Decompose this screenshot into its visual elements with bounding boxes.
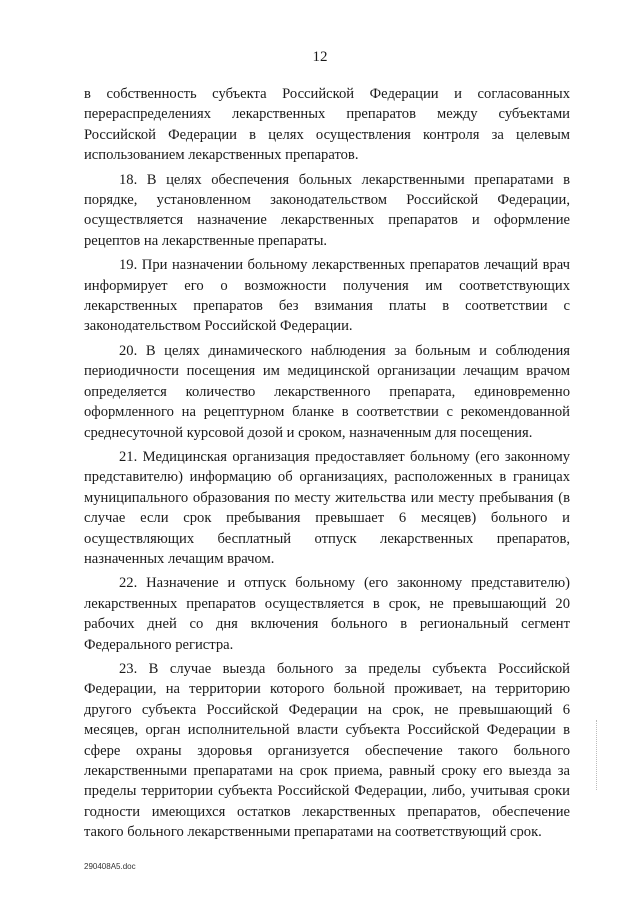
paragraph-item-18: 18. В целях обеспечения больных лекарственными препаратами в порядке, установленном законодательством Российской Федерации, осуществляется назначение лекарственных препаратов и оформление рецептов на лекарственные препараты. bbox=[84, 171, 570, 249]
paragraph-continuation: в собственность субъекта Российской Федерации и согласованных перераспределениях лекарственных препаратов между субъектами Российской Федерации в целях осуществления контроля за целевым использованием лекарственных препаратов. bbox=[84, 86, 570, 164]
paragraph-item-22: 22. Назначение и отпуск больному (его законному представителю) лекарственных препаратов осуществляется в срок, не превышающий 20 рабочих дней со дня включения больного в региональный сегмент Федерального регистра. bbox=[84, 575, 570, 653]
paragraph-item-19: 19. При назначении больному лекарственных препаратов лечащий врач информирует его о возможности получения им соответствующих лекарственных препаратов без взимания платы в соответствии с законодательством Российской Федерации. bbox=[84, 257, 570, 335]
paragraph-item-23: 23. В случае выезда больного за пределы субъекта Российской Федерации, на территории которого больной проживает, на территорию другого субъекта Российской Федерации на срок, не превышающий 6 месяцев, орган исполнительной власти субъекта Российской Федерации в сфере охраны здоровья организуется обеспечение такого больного лекарственными препаратами на срок приема, равный сроку его выезда за пределы территории субъекта Российской Федерации, либо, учитывая сроки годности имеющихся остатков лекарственных препаратов, обеспечение такого больного лекарственными препаратами на соответствующий срок. bbox=[84, 660, 570, 841]
paragraph-item-20: 20. В целях динамического наблюдения за больным и соблюдения периодичности посещения им медицинской организации лечащим врачом определяется количество лекарственного препарата, единовременно оформленного на рецептурном бланке в соответствии с рекомендованной среднесуточной курсовой дозой и сроком, назначенным для посещения. bbox=[84, 342, 570, 441]
margin-mark bbox=[596, 720, 598, 790]
page-number: 12 bbox=[312, 49, 328, 65]
document-body bbox=[84, 84, 570, 847]
paragraph-item-21: 21. Медицинская организация предоставляет больному (его законному представителю) информацию об организациях, расположенных в границах муниципального образования по месту жительства или месту пребывания (в случае если срок пребывания превышает 6 месяцев) больного и осуществляющих бесплатный отпуск лекарственных препаратов, назначенных лечащим врачом. bbox=[84, 448, 570, 567]
footer-file-code: 290408А5.doc bbox=[84, 862, 136, 871]
